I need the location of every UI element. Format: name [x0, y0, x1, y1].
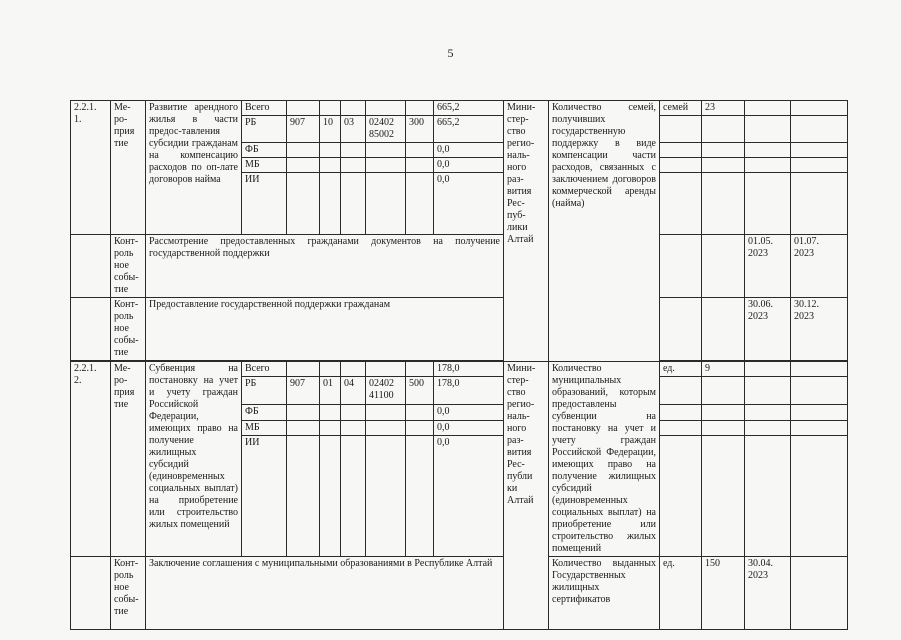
executor-cell: Мини- стер- ство регио- наль- ного раз- вития Рес- публи ки Алтай [504, 362, 549, 630]
date-start: 30.04. 2023 [745, 557, 791, 630]
executor-cell: Мини- стер- ство регио- наль- ного раз- вития Рес- пуб- лики Алтай [504, 101, 549, 362]
date-start: 30.06. 2023 [745, 298, 791, 361]
row-type: Конт- роль ное собы- тие [111, 298, 146, 361]
pr-cell: 03 [341, 116, 366, 143]
control-event-text: Заключение соглашения с муниципальными образованиями в Республике Алтай [146, 557, 504, 630]
page-number: 5 [447, 46, 454, 60]
source-cell: МБ [242, 158, 287, 173]
amount-cell: 665,2 [434, 101, 504, 116]
indicator-cell: Количество выданных Государственных жилищных сертификатов [549, 557, 660, 630]
value-cell: 150 [702, 557, 745, 630]
grbs-cell: 907 [287, 116, 320, 143]
row-number: 2.2.1. 2. [71, 362, 111, 557]
amount-cell: 0,0 [434, 173, 504, 235]
vr-cell: 300 [406, 116, 434, 143]
source-cell: РБ [242, 116, 287, 143]
activity-plan-table [70, 100, 848, 630]
unit-cell: ед. [660, 362, 702, 377]
measure-name: Развитие арендного жилья в части предос-тавления субсидии гражданам на компенсацию расходов по оп-лате договоров найма [146, 101, 242, 235]
control-event-text: Рассмотрение предоставленных гражданами документов на получение государственной поддержки [146, 235, 504, 298]
source-cell: РБ [242, 377, 287, 405]
row-type: Ме- ро- прия тие [111, 362, 146, 557]
csr-cell: 02402 85002 [366, 116, 406, 143]
amount-cell: 0,0 [434, 436, 504, 557]
row-number: 2.2.1. 1. [71, 101, 111, 235]
date-end: 01.07. 2023 [791, 235, 848, 298]
unit-cell: ед. [660, 557, 702, 630]
amount-cell: 0,0 [434, 405, 504, 420]
amount-cell: 0,0 [434, 143, 504, 158]
amount-cell: 0,0 [434, 420, 504, 435]
grbs-cell: 907 [287, 377, 320, 405]
row-type: Ме- ро- прия тие [111, 101, 146, 235]
measure-name: Субвенция на постановку на учет и учету граждан Российской Федерации, имеющих право на получение жилищных субсидий (единовременных социальных выплат) на приобретение или строительство жилых помещений [146, 362, 242, 557]
rz-cell: 01 [320, 377, 341, 405]
date-start: 01.05. 2023 [745, 235, 791, 298]
source-cell: Всего [242, 362, 287, 377]
row-type: Конт- роль ное собы- тие [111, 557, 146, 630]
source-cell: МБ [242, 420, 287, 435]
amount-cell: 665,2 [434, 116, 504, 143]
unit-cell: семей [660, 101, 702, 116]
source-cell: ФБ [242, 405, 287, 420]
table-row [71, 362, 848, 377]
rz-cell: 10 [320, 116, 341, 143]
table-row [71, 557, 848, 630]
indicator-cell: Количество муниципальных образований, которым предоставлены субвенции на постановку на учет и учету граждан Российской Федерации, имеющих право на получение жилищных субсидий (единовременных социальных выплат) на приобретение или строительство жилых помещений [549, 362, 660, 557]
amount-cell: 0,0 [434, 158, 504, 173]
date-end: 30.12. 2023 [791, 298, 848, 361]
table-row [71, 101, 848, 116]
table-row [71, 298, 848, 361]
vr-cell: 500 [406, 377, 434, 405]
pr-cell: 04 [341, 377, 366, 405]
row-type: Конт- роль ное собы- тие [111, 235, 146, 298]
source-cell: ИИ [242, 173, 287, 235]
value-cell: 23 [702, 101, 745, 116]
indicator-cell: Количество семей, получивших государственную поддержку в виде компенсации части расходов, связанных с заключением договоров коммерческой аренды (найма) [549, 101, 660, 362]
table-row [71, 235, 848, 298]
amount-cell: 178,0 [434, 377, 504, 405]
source-cell: Всего [242, 101, 287, 116]
amount-cell: 178,0 [434, 362, 504, 377]
csr-cell: 02402 41100 [366, 377, 406, 405]
source-cell: ИИ [242, 436, 287, 557]
control-event-text: Предоставление государственной поддержки гражданам [146, 298, 504, 361]
source-cell: ФБ [242, 143, 287, 158]
value-cell: 9 [702, 362, 745, 377]
